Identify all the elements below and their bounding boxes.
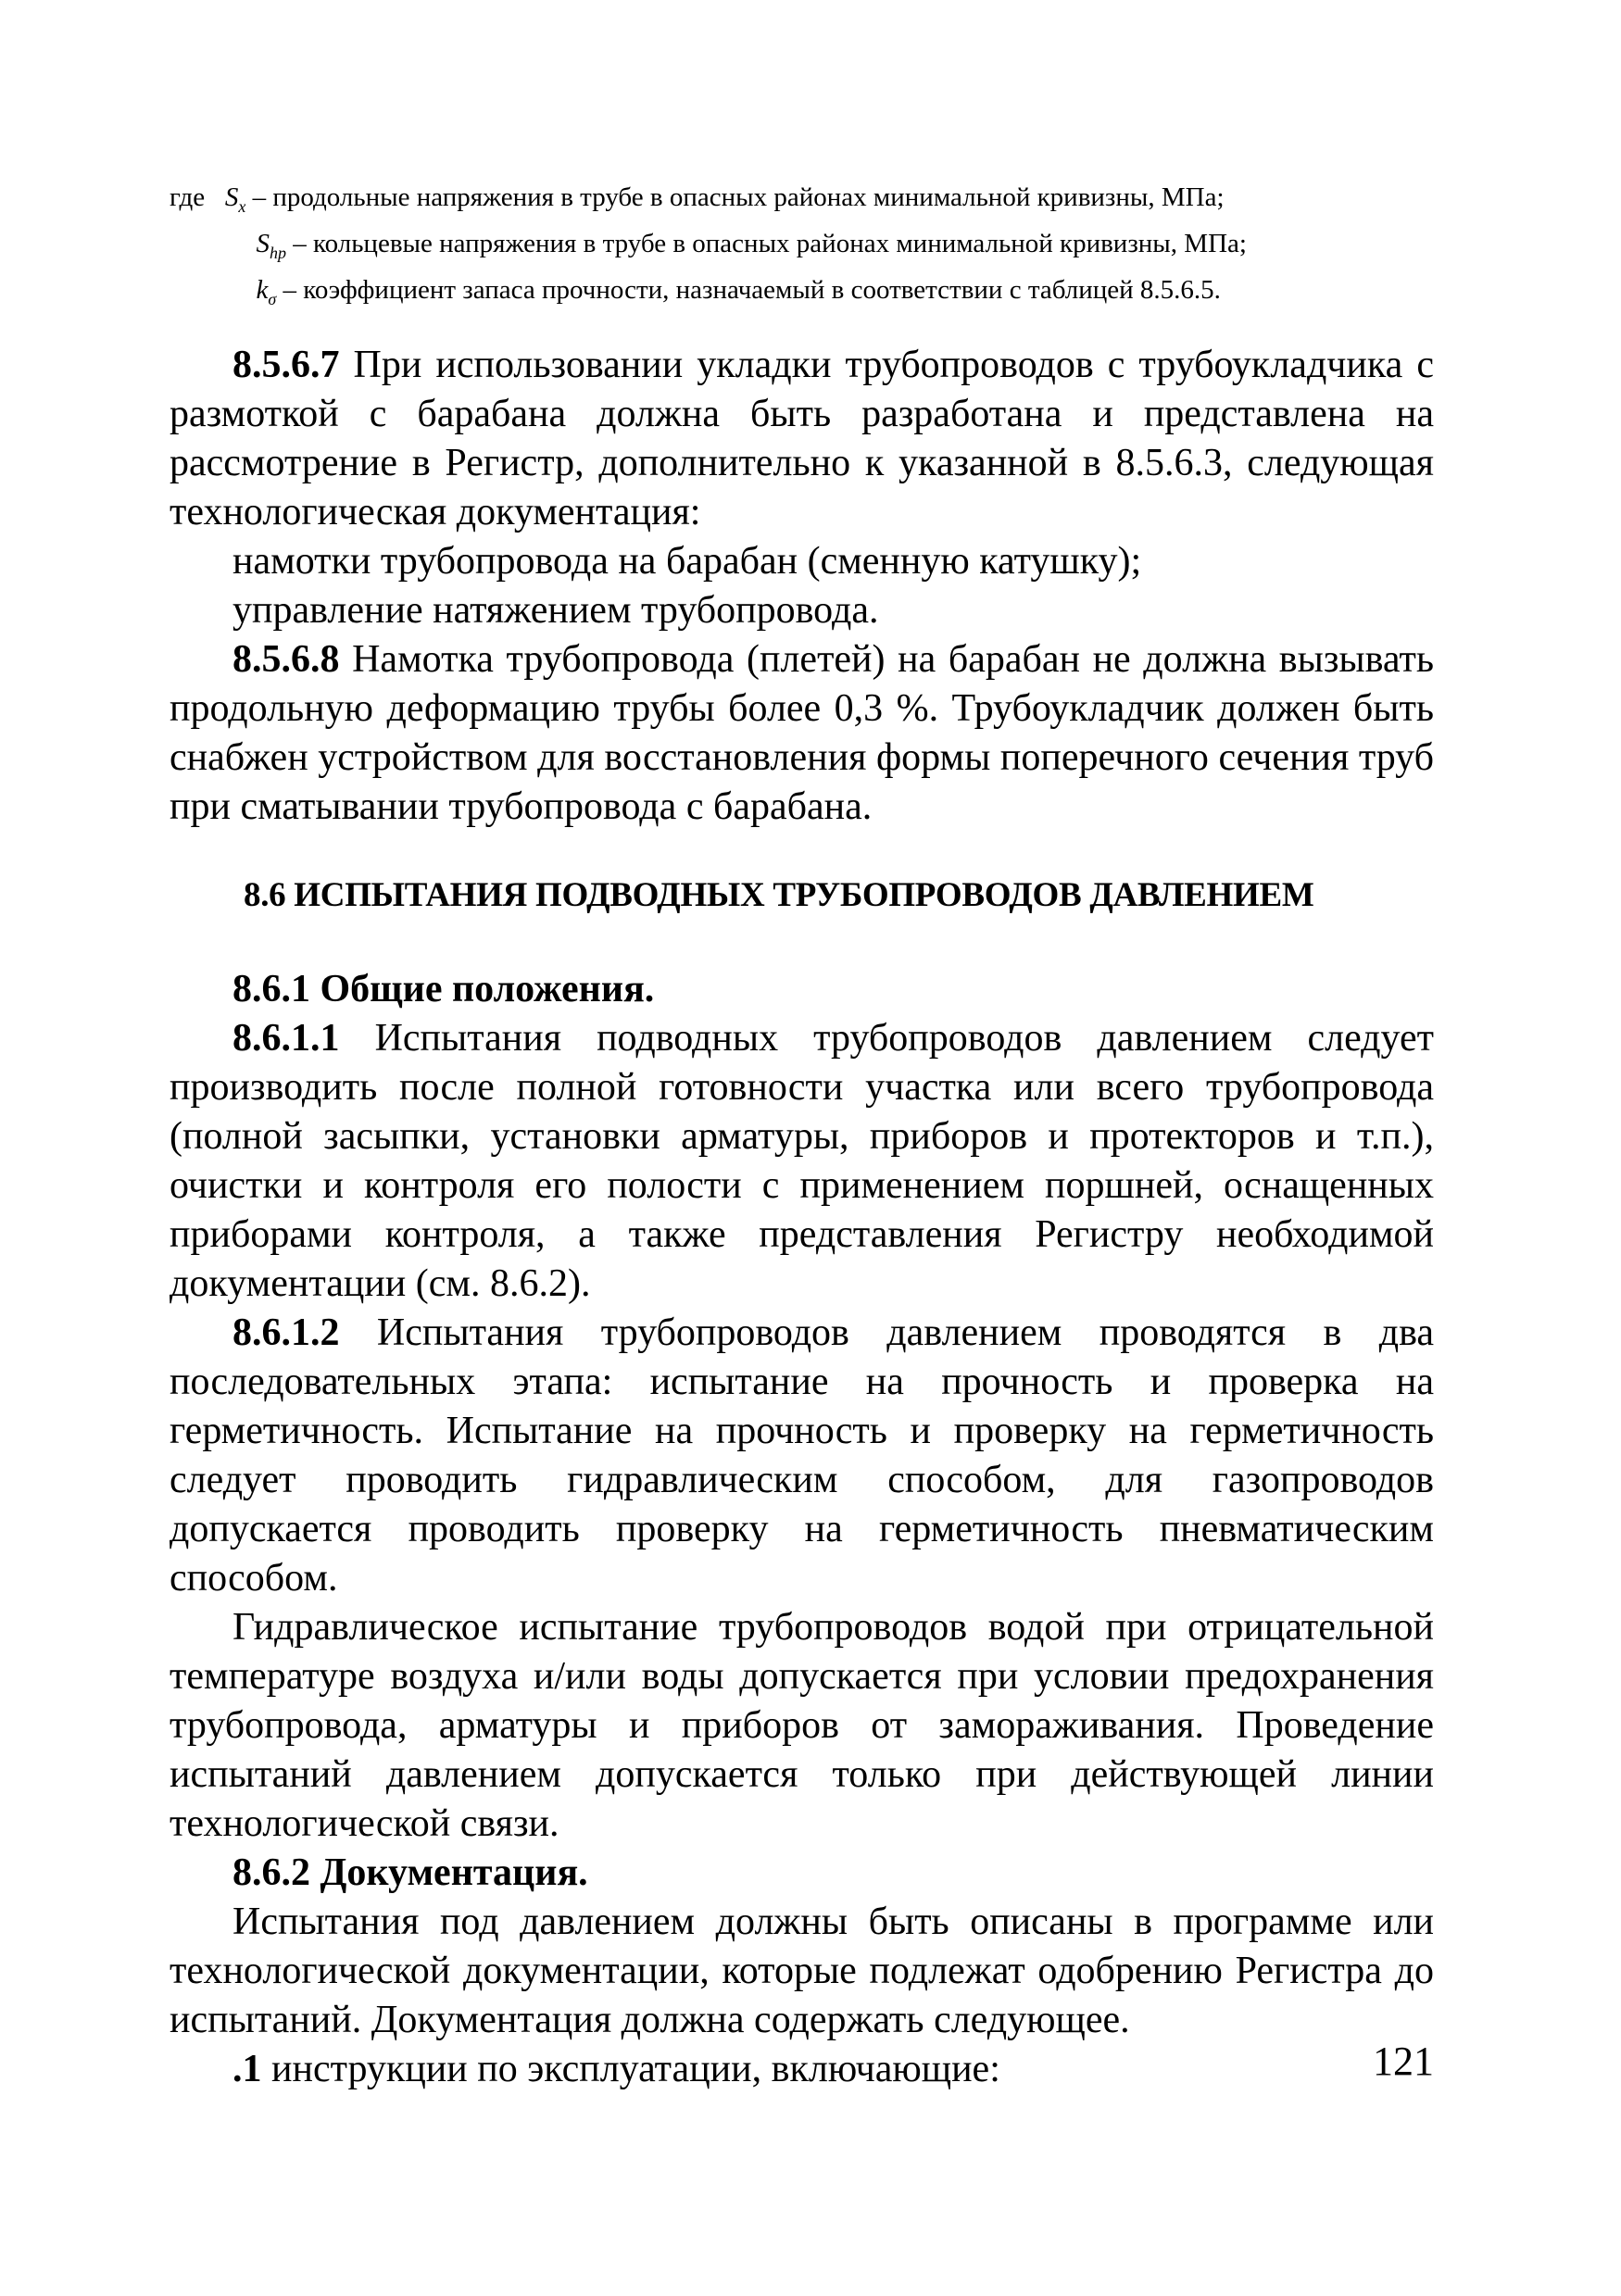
paragraph-8-6-1-2: 8.6.1.2 Испытания трубопроводов давлением проводятся в два последовательных этапа: испытание на прочность и проверка на герметичность. Испытание на прочность и проверку на герметичность следует проводить гидравлическим способом, для газопроводов допускается проводить проверку на герметичность пневматическим способом. [170,1311,1434,1600]
legend-row-sx [170,179,1434,225]
section-title: 8.6 ИСПЫТАНИЯ ПОДВОДНЫХ ТРУБОПРОВОДОВ ДАВЛЕНИЕМ [244,876,1314,914]
paragraph-8-5-6-8: 8.5.6.8 Намотка трубопровода (плетей) на барабан не должна вызывать продольную деформацию трубы более 0,3 %. Трубоукладчик должен быть снабжен устройством для восстановления формы поперечного сечения труб при сматывании трубопровода с барабана. [170,638,1434,828]
legend-row-shp [170,225,1434,271]
paragraph-8-5-6-7: 8.5.6.7 При использовании укладки трубопроводов с трубоукладчика с размоткой с барабана должна быть разработана и представлена на рассмотрение в Регистр, дополнительно к указанной в 8.5.6.3, следующая технологическая документация: [170,344,1434,533]
formula-legend [170,179,1434,317]
paragraph-hydraulic: Гидравлическое испытание трубопроводов водой при отрицательной температуре воздуха и/или воды допускается при условии предохранения трубопровода, арматуры и приборов от замораживания. Проведение испытаний давлением допускается только при действующей линии технологической связи. [170,1606,1434,1845]
clause-number: 8.5.6.7 [232,344,340,386]
heading-8-6-1: 8.6.1 Общие положения. [232,968,655,1010]
item-number: .1 [232,2048,262,2090]
clause-number: 8.6.1.1 [232,1017,340,1060]
clause-number: 8.6.1.2 [232,1311,340,1354]
symbol-ks: $k_\sigma$ [256,274,277,308]
paragraph-8-6-2: Испытания под давлением должны быть описаны в программе или технологической документации, которые подлежат одобрению Регистра до испытаний. Документация должна содержать следующее. [170,1901,1434,2041]
list-item: намотки трубопровода на барабан (сменную катушку); [232,540,1142,583]
list-item: управление натяжением трубопровода. [232,589,879,632]
legend-text-shp: – кольцевые напряжения в трубе в опасных районах минимальной кривизны, МПа; [293,228,1247,258]
legend-text-sx: – продольные напряжения в трубе в опасных районах минимальной кривизны, МПа; [252,182,1225,212]
page-number: 121 [1373,2039,1434,2084]
heading-8-6-2: 8.6.2 Документация. [232,1851,588,1894]
symbol-shp: $S_{hp}$ [256,228,286,262]
legend-prefix: где [170,182,206,212]
list-item-1: .1 инструкции по эксплуатации, включающие: [232,2048,1000,2090]
main-text [170,341,1434,2094]
symbol-sx: $S_x$ [224,182,246,216]
legend-text-ks: – коэффициент запаса прочности, назначаемый в соответствии с таблицей 8.5.6.5. [283,274,1221,305]
clause-number: 8.5.6.8 [232,638,340,681]
paragraph-8-6-1-1: 8.6.1.1 Испытания подводных трубопроводов давлением следует производить после полной готовности участка или всего трубопровода (полной засыпки, установки арматуры, приборов и протекторов и т.п.), очистки и контроля его полости с применением поршней, оснащенных приборами контроля, а также представления Регистру необходимой документации (см. 8.6.2). [170,1017,1434,1305]
legend-row-ks [170,271,1434,318]
